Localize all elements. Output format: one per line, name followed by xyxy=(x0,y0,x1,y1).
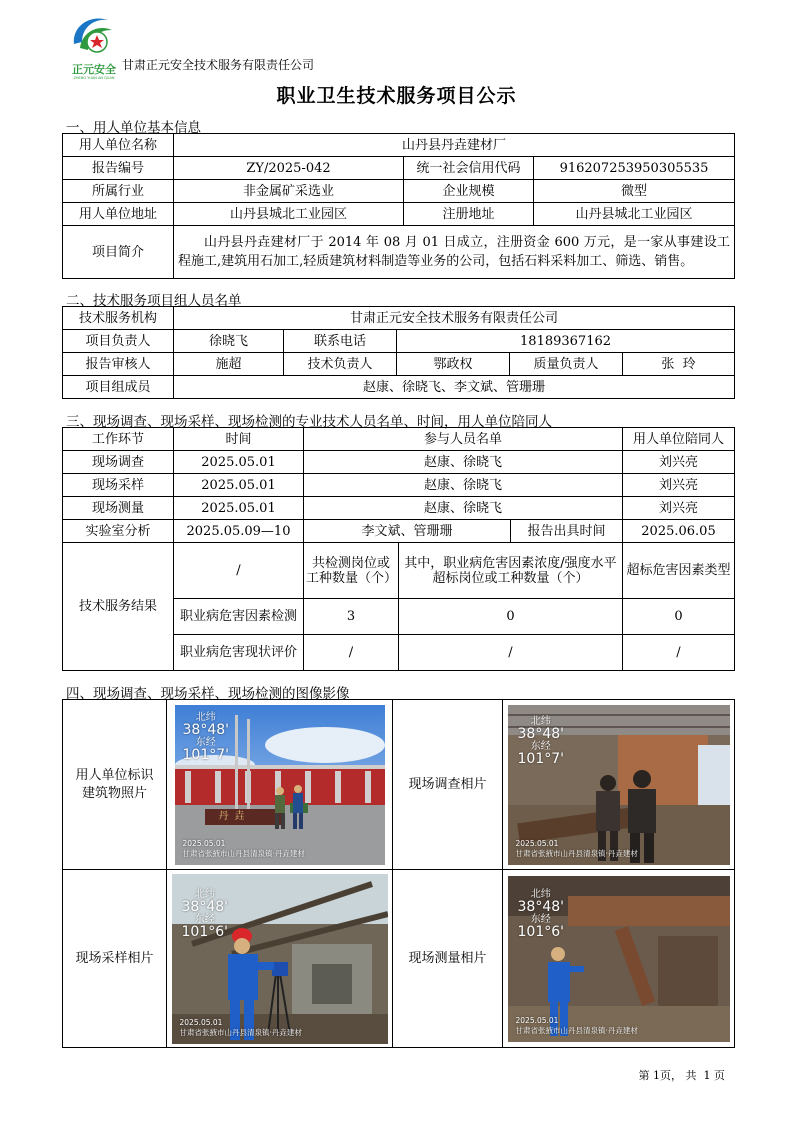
company-name: 甘肃正元安全技术服务有限责任公司 xyxy=(122,58,315,72)
col-people: 参与人员名单 xyxy=(304,428,623,451)
photo-caption: 2025.05.01 甘肃省张掖市山丹县清泉镇·丹垚建材 xyxy=(515,838,638,858)
sign-text: 丹垚 xyxy=(218,810,251,822)
phone-label: 联系电话 xyxy=(284,330,397,353)
stage: 现场调查 xyxy=(63,451,174,474)
eval-v3: / xyxy=(623,635,735,671)
result-slash: / xyxy=(174,543,304,599)
gps-watermark: 北纬 38°48' 东经 101°7' xyxy=(182,711,229,764)
stage: 现场采样 xyxy=(63,474,174,497)
stage: 现场测量 xyxy=(63,497,174,520)
time: 2025.05.01 xyxy=(174,451,304,474)
report-date: 2025.06.05 xyxy=(623,520,735,543)
scale: 微型 xyxy=(534,180,735,203)
building-photo xyxy=(175,705,385,865)
col-stage: 工作环节 xyxy=(63,428,174,451)
reg-address: 山丹县城北工业园区 xyxy=(534,203,735,226)
logo-text: 正元安全 xyxy=(72,63,116,76)
eval-v1: / xyxy=(304,635,399,671)
members: 赵康、徐晓飞、李文斌、管珊珊 xyxy=(174,376,735,399)
industry-label: 所属行业 xyxy=(63,180,174,203)
time: 2025.05.01 xyxy=(174,497,304,520)
detect-type: 0 xyxy=(623,599,735,635)
result-label: 技术服务结果 xyxy=(63,543,174,671)
report-no-label: 报告编号 xyxy=(63,157,174,180)
org: 甘肃正元安全技术服务有限责任公司 xyxy=(174,307,735,330)
result-col-type: 超标危害因素类型 xyxy=(623,543,735,599)
table-row xyxy=(63,497,735,520)
page-number: 第 1页， 共 1 页 xyxy=(638,1069,725,1082)
page-title: 职业卫生技术服务项目公示 xyxy=(276,85,517,107)
quality-lead-label: 质量负责人 xyxy=(510,353,623,376)
time: 2025.05.01 xyxy=(174,474,304,497)
report-date-label: 报告出具时间 xyxy=(511,520,623,543)
fieldwork-table xyxy=(62,427,735,671)
eval-v2: / xyxy=(399,635,623,671)
result-col-count: 共检测岗位或工种数量（个） xyxy=(304,543,399,599)
photo3-label: 现场采样相片 xyxy=(63,870,167,1048)
quality-lead: 张 玲 xyxy=(623,353,735,376)
companion: 刘兴亮 xyxy=(623,497,735,520)
reviewer-label: 报告审核人 xyxy=(63,353,174,376)
org-label: 技术服务机构 xyxy=(63,307,174,330)
credit-code: 916207253950305535 xyxy=(534,157,735,180)
eval-label: 职业病危害现状评价 xyxy=(174,635,304,671)
address-label: 用人单位地址 xyxy=(63,203,174,226)
members-label: 项目组成员 xyxy=(63,376,174,399)
photo-caption: 2025.05.01 甘肃省张掖市山丹县清泉镇·丹垚建材 xyxy=(515,1015,638,1035)
table-row xyxy=(63,474,735,497)
photo-table xyxy=(62,699,735,1048)
detect-label: 职业病危害因素检测 xyxy=(174,599,304,635)
photo4-label: 现场测量相片 xyxy=(393,870,503,1048)
credit-code-label: 统一社会信用代码 xyxy=(404,157,534,180)
companion: 刘兴亮 xyxy=(623,474,735,497)
result-col-exceed: 其中，职业病危害因素浓度/强度水平超标岗位或工种数量（个） xyxy=(399,543,623,599)
leader: 徐晓飞 xyxy=(174,330,284,353)
leader-label: 项目负责人 xyxy=(63,330,174,353)
detect-exceed: 0 xyxy=(399,599,623,635)
intro-text: 山丹县丹垚建材厂于 2014 年 08 月 01 日成立，注册资金 600 万元，是一家从事建设工程施工,建筑用石加工,轻质建筑材料制造等业务的公司，包括石料采料加工、筛选、销售。 xyxy=(174,226,735,279)
sampling-photo xyxy=(172,874,388,1044)
companion: 刘兴亮 xyxy=(623,451,735,474)
col-time: 时间 xyxy=(174,428,304,451)
detect-count: 3 xyxy=(304,599,399,635)
photo-caption: 2025.05.01 甘肃省张掖市山丹县清泉镇·丹垚建材 xyxy=(182,838,305,858)
survey-photo xyxy=(508,705,730,865)
tech-lead-label: 技术负责人 xyxy=(284,353,397,376)
section1-heading: 一、用人单位基本信息 xyxy=(66,120,201,136)
phone: 18189367162 xyxy=(397,330,735,353)
people: 赵康、徐晓飞 xyxy=(304,497,623,520)
section4-heading: 四、现场调查、现场采样、现场检测的图像影像 xyxy=(66,686,350,702)
lab-time: 2025.05.09—10 xyxy=(174,520,304,543)
gps-watermark: 北纬 38°48' 东经 101°6' xyxy=(517,888,564,941)
people: 赵康、徐晓飞 xyxy=(304,451,623,474)
photo-caption: 2025.05.01 甘肃省张掖市山丹县清泉镇·丹垚建材 xyxy=(179,1017,302,1037)
address: 山丹县城北工业园区 xyxy=(174,203,404,226)
unit-info-table xyxy=(62,133,735,279)
reviewer: 施超 xyxy=(174,353,284,376)
company-logo xyxy=(68,12,120,80)
section2-heading: 二、技术服务项目组人员名单 xyxy=(66,293,242,309)
intro-label: 项目简介 xyxy=(63,226,174,279)
logo-subtext: ZHENG YUAN AN QUAN xyxy=(73,76,115,80)
col-companion: 用人单位陪同人 xyxy=(623,428,735,451)
lab-people: 李文斌、管珊珊 xyxy=(304,520,511,543)
people: 赵康、徐晓飞 xyxy=(304,474,623,497)
industry: 非金属矿采选业 xyxy=(174,180,404,203)
scale-label: 企业规模 xyxy=(404,180,534,203)
unit-name: 山丹县丹垚建材厂 xyxy=(174,134,735,157)
photo1-label: 用人单位标识建筑物照片 xyxy=(63,700,167,870)
measurement-photo xyxy=(508,876,730,1042)
tech-lead: 鄂政权 xyxy=(397,353,510,376)
photo2-label: 现场调查相片 xyxy=(393,700,503,870)
team-table xyxy=(62,306,735,399)
logo-mark-icon xyxy=(68,12,120,60)
gps-watermark: 北纬 38°48' 东经 101°6' xyxy=(181,888,228,941)
gps-watermark: 北纬 38°48' 东经 101°7' xyxy=(517,715,564,768)
section3-heading: 三、现场调查、现场采样、现场检测的专业技术人员名单、时间，用人单位陪同人 xyxy=(66,414,552,430)
table-row xyxy=(63,451,735,474)
report-no: ZY/2025-042 xyxy=(174,157,404,180)
lab-label: 实验室分析 xyxy=(63,520,174,543)
unit-name-label: 用人单位名称 xyxy=(63,134,174,157)
reg-address-label: 注册地址 xyxy=(404,203,534,226)
